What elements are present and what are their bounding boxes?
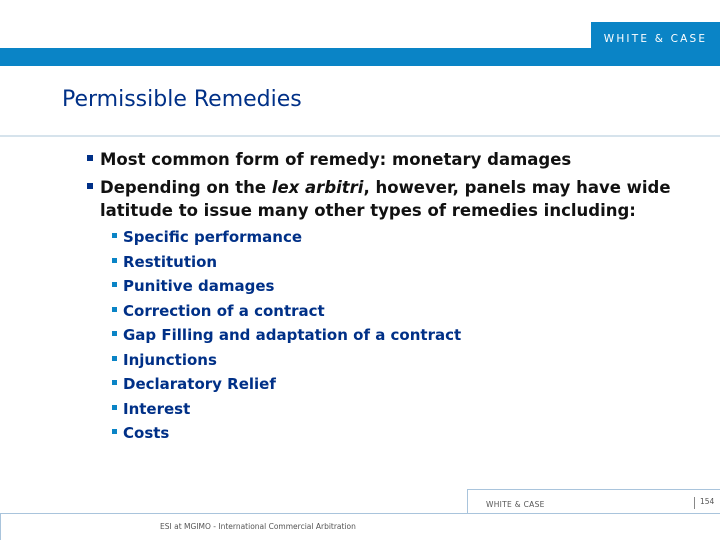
square-bullet-icon — [112, 258, 117, 263]
footer-divider — [0, 513, 1, 540]
sub-bullet-item — [85, 325, 685, 345]
footer-course: ESI at MGIMO - International Commercial Arbitration — [160, 522, 356, 531]
footer-divider — [467, 489, 720, 490]
sub-bullet-text: Costs — [123, 424, 170, 442]
square-bullet-icon — [112, 380, 117, 385]
sub-bullet-text: Correction of a contract — [123, 301, 325, 320]
square-bullet-icon — [112, 233, 117, 238]
bullet-item — [85, 148, 685, 171]
bullet-text-after: , however, panels may have wide latitude to issue many other types of remedies including: — [100, 178, 671, 220]
sub-bullet-item — [85, 350, 685, 370]
square-bullet-icon — [87, 155, 93, 161]
sub-bullet-item — [85, 399, 685, 419]
footer-divider — [467, 489, 468, 513]
white-case-logo — [591, 22, 720, 55]
sub-bullet-item — [85, 374, 685, 394]
page-number-separator — [694, 497, 695, 509]
slide-title: Permissible Remedies — [62, 87, 302, 112]
title-divider — [0, 135, 720, 137]
sub-bullet-text: Interest — [123, 399, 191, 418]
sub-bullet-text: Injunctions — [123, 350, 217, 369]
bullet-text: Most common form of remedy: monetary damages — [100, 150, 572, 169]
square-bullet-icon — [112, 356, 117, 361]
sub-bullet-text: Declaratory Relief — [123, 375, 276, 393]
logo-text: WHITE & CASE — [603, 32, 708, 45]
square-bullet-icon — [112, 429, 117, 434]
page-number: 154 — [700, 497, 715, 506]
bullet-text-before: Depending on the — [100, 178, 272, 197]
sub-bullet-text: Restitution — [123, 252, 218, 271]
bullet-item — [85, 176, 685, 222]
sub-bullet-item — [85, 301, 685, 321]
footer-divider — [0, 513, 720, 514]
slide-content — [85, 148, 685, 448]
bullet-text-italic: lex arbitri — [271, 178, 364, 197]
footer-firm: WHITE & CASE — [486, 500, 545, 509]
sub-bullet-text: Specific performance — [123, 228, 303, 246]
square-bullet-icon — [112, 307, 117, 312]
square-bullet-icon — [87, 183, 93, 189]
square-bullet-icon — [112, 282, 117, 287]
sub-bullet-item — [85, 252, 685, 272]
sub-bullet-text: Gap Filling and adaptation of a contract — [123, 326, 462, 344]
square-bullet-icon — [112, 331, 117, 336]
sub-bullet-item — [85, 276, 685, 296]
sub-bullet-item — [85, 423, 685, 443]
square-bullet-icon — [112, 405, 117, 410]
sub-bullet-item — [85, 227, 685, 247]
sub-bullet-text: Punitive damages — [123, 277, 275, 295]
